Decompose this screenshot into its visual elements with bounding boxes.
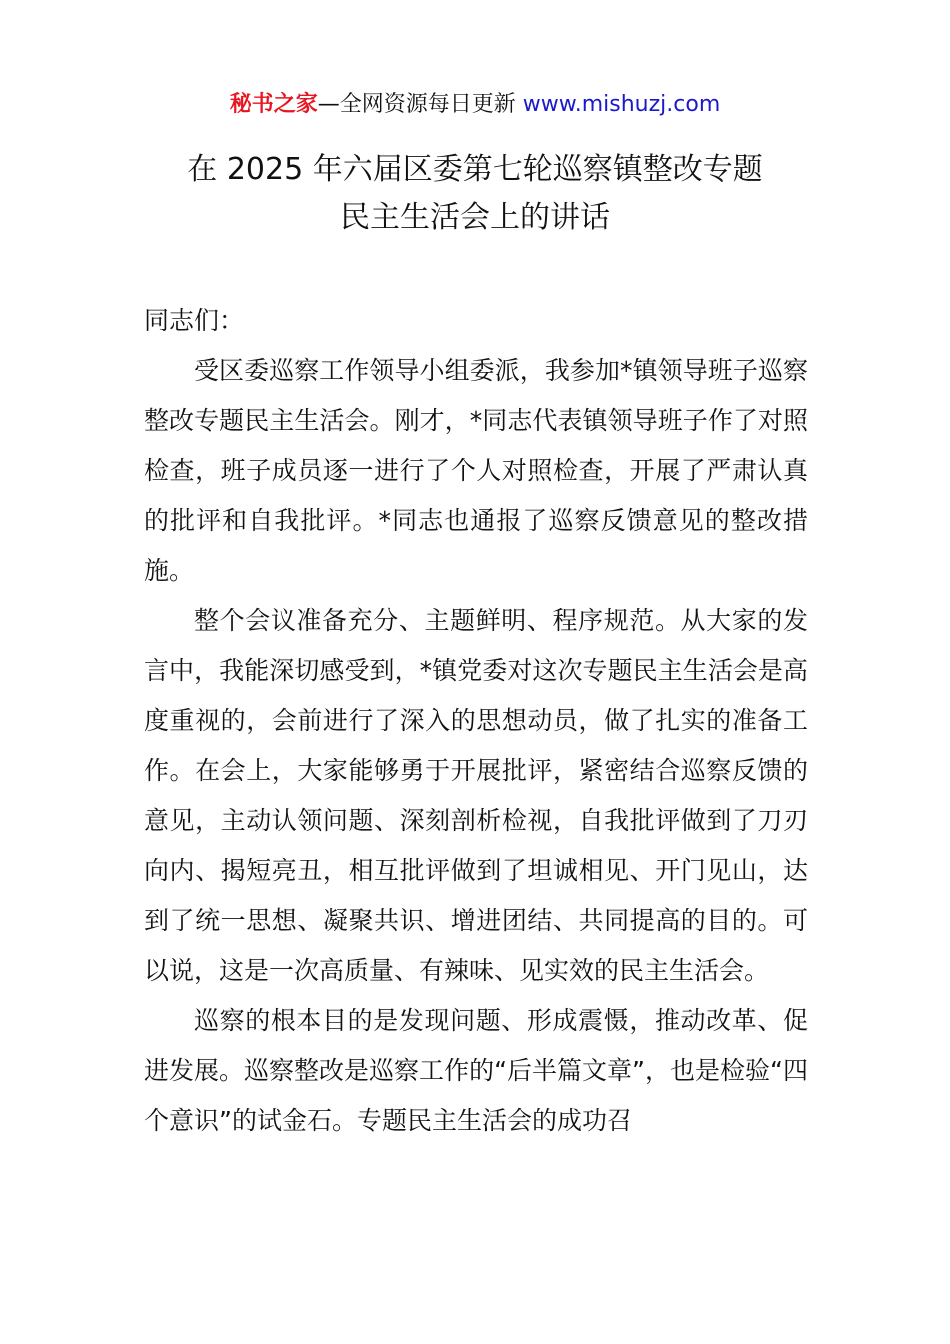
paragraph-1: 受区委巡察工作领导小组委派，我参加*镇领导班子巡察整改专题民主生活会。刚才，*同志代表镇领导班子作了对照检查，班子成员逐一进行了个人对照检查，开展了严肃认真的批评和自我批评。*同志也通报了巡察反馈意见的整改措施。 — [144, 356, 808, 585]
title-line-1: 在 2025 年六届区委第七轮巡察镇整改专题 — [187, 152, 763, 187]
title-line-2: 民主生活会上的讲话 — [340, 200, 610, 235]
document-body — [144, 296, 808, 1146]
document-title — [0, 146, 950, 242]
paragraph-3: 巡察的根本目的是发现问题、形成震慑，推动改革、促进发展。巡察整改是巡察工作的“后半篇文章”，也是检验“四个意识”的试金石。专题民主生活会的成功召 — [144, 1006, 808, 1135]
paragraph-2: 整个会议准备充分、主题鲜明、程序规范。从大家的发言中，我能深切感受到，*镇党委对这次专题民主生活会是高度重视的，会前进行了深入的思想动员，做了扎实的准备工作。在会上，大家能够勇于开展批评，紧密结合巡察反馈的意见，主动认领问题、深刻剖析检视，自我批评做到了刀刃向内、揭短亮丑，相互批评做到了坦诚相见、开门见山，达到了统一思想、凝聚共识、增进团结、共同提高的目的。可以说，这是一次高质量、有辣味、见实效的民主生活会。 — [144, 606, 808, 985]
site-header — [0, 88, 950, 122]
site-url-link[interactable]: www.mishuzj.com — [522, 92, 721, 117]
header-tagline: —全网资源每日更新 — [317, 92, 523, 117]
brand-name: 秘书之家 — [229, 92, 318, 117]
salutation: 同志们： — [144, 306, 245, 335]
